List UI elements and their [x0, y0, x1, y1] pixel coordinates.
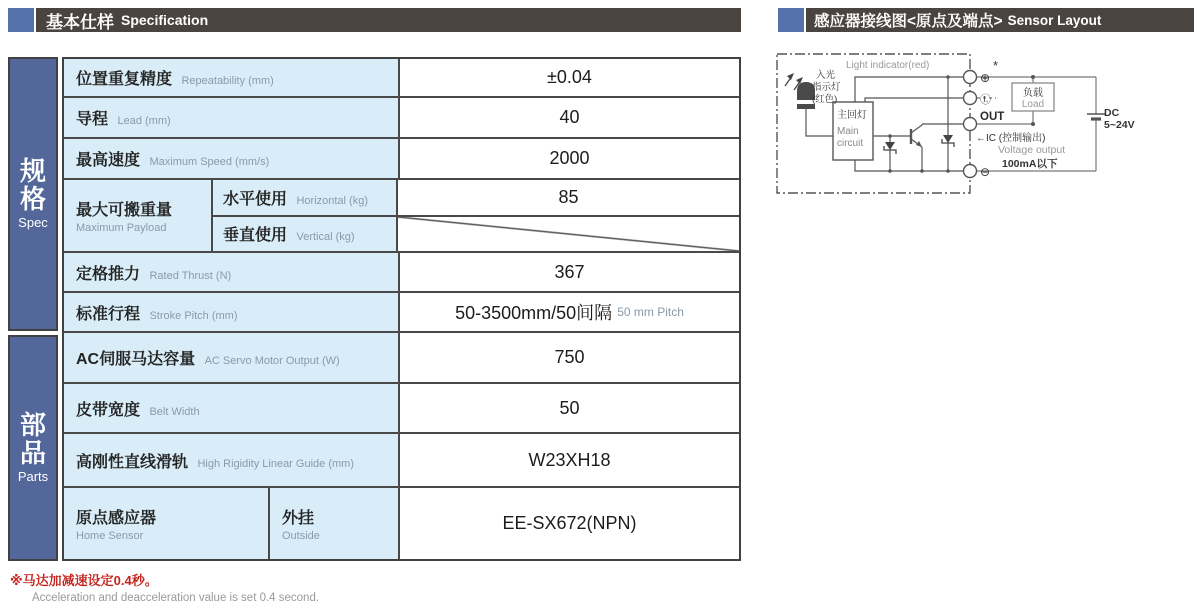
row-label-zh: 原点感应器	[76, 510, 157, 527]
group-header-spec	[8, 57, 58, 331]
terminal-minus-label: ⊖	[980, 165, 991, 179]
table-row-repeatability	[64, 59, 739, 98]
row-label-en: Lead (mm)	[117, 115, 171, 127]
subrow-horizontal	[213, 180, 739, 217]
group-header-parts	[8, 335, 58, 561]
row-sublabel-zh: 外挂	[282, 510, 315, 527]
table-row-linear-guide	[64, 434, 739, 488]
subrow-label-zh: 垂直使用	[223, 227, 288, 245]
row-label-zh: 最高速度	[76, 152, 141, 169]
table-row-belt-width	[64, 384, 739, 434]
row-label-en: High Rigidity Linear Guide (mm)	[197, 457, 354, 470]
row-label-zh: AC伺服马达容量	[76, 351, 196, 368]
footnote-zh: ※马达加减速设定0.4秒。	[10, 573, 158, 588]
terminal-asterisk: *	[993, 58, 999, 73]
sensor-header-title-en: Sensor Layout	[1007, 12, 1102, 28]
spec-header-title-en: Specification	[121, 12, 209, 28]
footnote-en: Acceleration and deacceleration value is set 0.4 second.	[32, 592, 320, 604]
terminal-l-label: Ⓛ	[980, 94, 991, 106]
row-value: 40	[400, 98, 739, 137]
dc-voltage-label: 5~24V	[1104, 119, 1135, 131]
sensor-wiring-diagram	[770, 45, 1200, 210]
ic-output-label: ←IC (控制输出)	[976, 133, 1046, 144]
specification-table	[8, 57, 741, 561]
footnote	[10, 570, 319, 604]
row-label-zh: 最大可搬重量	[76, 202, 173, 219]
row-label-zh: 高刚性直线滑轨	[76, 453, 189, 471]
terminal-l	[964, 92, 977, 105]
load-label-en: Load	[1021, 99, 1045, 110]
row-value: 750	[400, 333, 739, 382]
group-parts-en: Parts	[17, 468, 49, 484]
row-value: 50	[400, 384, 739, 432]
spec-header-bar	[8, 8, 741, 32]
subrow-label-en: Horizontal (kg)	[296, 194, 368, 207]
incident-label-3: (红色)	[812, 94, 838, 105]
row-label-en: Stroke Pitch (mm)	[149, 309, 238, 322]
subrow-label-zh: 水平使用	[223, 190, 288, 208]
group-spec-en: Spec	[18, 214, 48, 230]
table-row-lead	[64, 98, 739, 139]
dc-label: DC	[1104, 107, 1120, 119]
incident-light-arrowhead	[787, 73, 794, 80]
row-value: EE-SX672(NPN)	[400, 488, 739, 559]
row-label-en: Rated Thrust (N)	[149, 269, 232, 282]
group-parts-zh: 部品	[19, 410, 46, 468]
row-label-en: Repeatability (mm)	[181, 75, 274, 87]
subrow-vertical	[213, 217, 739, 252]
row-sublabel-en: Outside	[282, 530, 320, 542]
terminal-plus	[964, 71, 977, 84]
main-circuit-label-en2: circuit	[837, 138, 864, 149]
incident-label-1: 入光	[816, 70, 836, 81]
terminal-out	[964, 118, 977, 131]
terminal-out-label: OUT	[980, 111, 1005, 123]
table-row-servo-output	[64, 333, 739, 384]
row-label-en: Maximum Payload	[76, 222, 167, 234]
row-label-en: Maximum Speed (mm/s)	[149, 156, 270, 168]
load-label-zh: 负载	[1023, 88, 1043, 99]
table-row-max-speed	[64, 139, 739, 180]
group-spec-zh: 规格	[19, 156, 46, 214]
table-row-home-sensor	[64, 488, 739, 559]
current-limit-label: 100mA以下	[1002, 158, 1058, 170]
row-label-zh: 位置重复精度	[76, 71, 173, 88]
main-circuit-label-en1: Main	[837, 126, 859, 137]
battery-icon	[1087, 114, 1105, 119]
transistor-icon	[911, 124, 922, 147]
main-circuit-label-zh: 主回灯	[837, 110, 867, 121]
table-row-rated-thrust	[64, 253, 739, 293]
terminal-minus	[964, 165, 977, 178]
row-label-en: AC Servo Motor Output (W)	[204, 355, 340, 367]
row-label-zh: 定格推力	[76, 265, 141, 283]
table-row-max-payload	[64, 180, 739, 253]
terminal-plus-label: ⊕	[980, 71, 991, 85]
accent-square-icon	[778, 8, 806, 32]
row-value: 2000	[400, 139, 739, 178]
table-row-stroke-pitch	[64, 293, 739, 333]
sensor-layout-header-bar	[778, 8, 1194, 32]
row-value: ±0.04	[400, 59, 739, 96]
subrow-label-en: Vertical (kg)	[296, 231, 355, 244]
row-value: 367	[400, 253, 739, 291]
row-value: W23XH18	[400, 434, 739, 486]
row-value-suffix: 50 mm Pitch	[617, 305, 684, 319]
group-column	[8, 57, 58, 561]
row-label-en: Belt Width	[149, 405, 200, 418]
table-rows	[62, 57, 741, 561]
row-label-zh: 标准行程	[76, 305, 141, 323]
light-indicator-label: Light indicator(red)	[846, 60, 930, 71]
wiring-diagram-svg	[770, 45, 1200, 205]
incident-label-2: 指示灯	[812, 82, 841, 93]
accent-square-icon	[8, 8, 36, 32]
voltage-output-label: Voltage output	[998, 144, 1066, 156]
subrow-value-empty-diagonal	[398, 217, 739, 252]
row-label-zh: 皮带宽度	[76, 401, 141, 419]
row-value: 50-3500mm/50间隔	[455, 303, 613, 323]
row-label-zh: 导程	[76, 111, 109, 128]
row-label-en: Home Sensor	[76, 530, 144, 542]
subrow-value: 85	[398, 180, 739, 215]
spec-header-title-zh: 基本仕样	[46, 12, 114, 32]
sensor-header-title-zh: 感应器接线图<原点及端点>	[814, 13, 1003, 30]
